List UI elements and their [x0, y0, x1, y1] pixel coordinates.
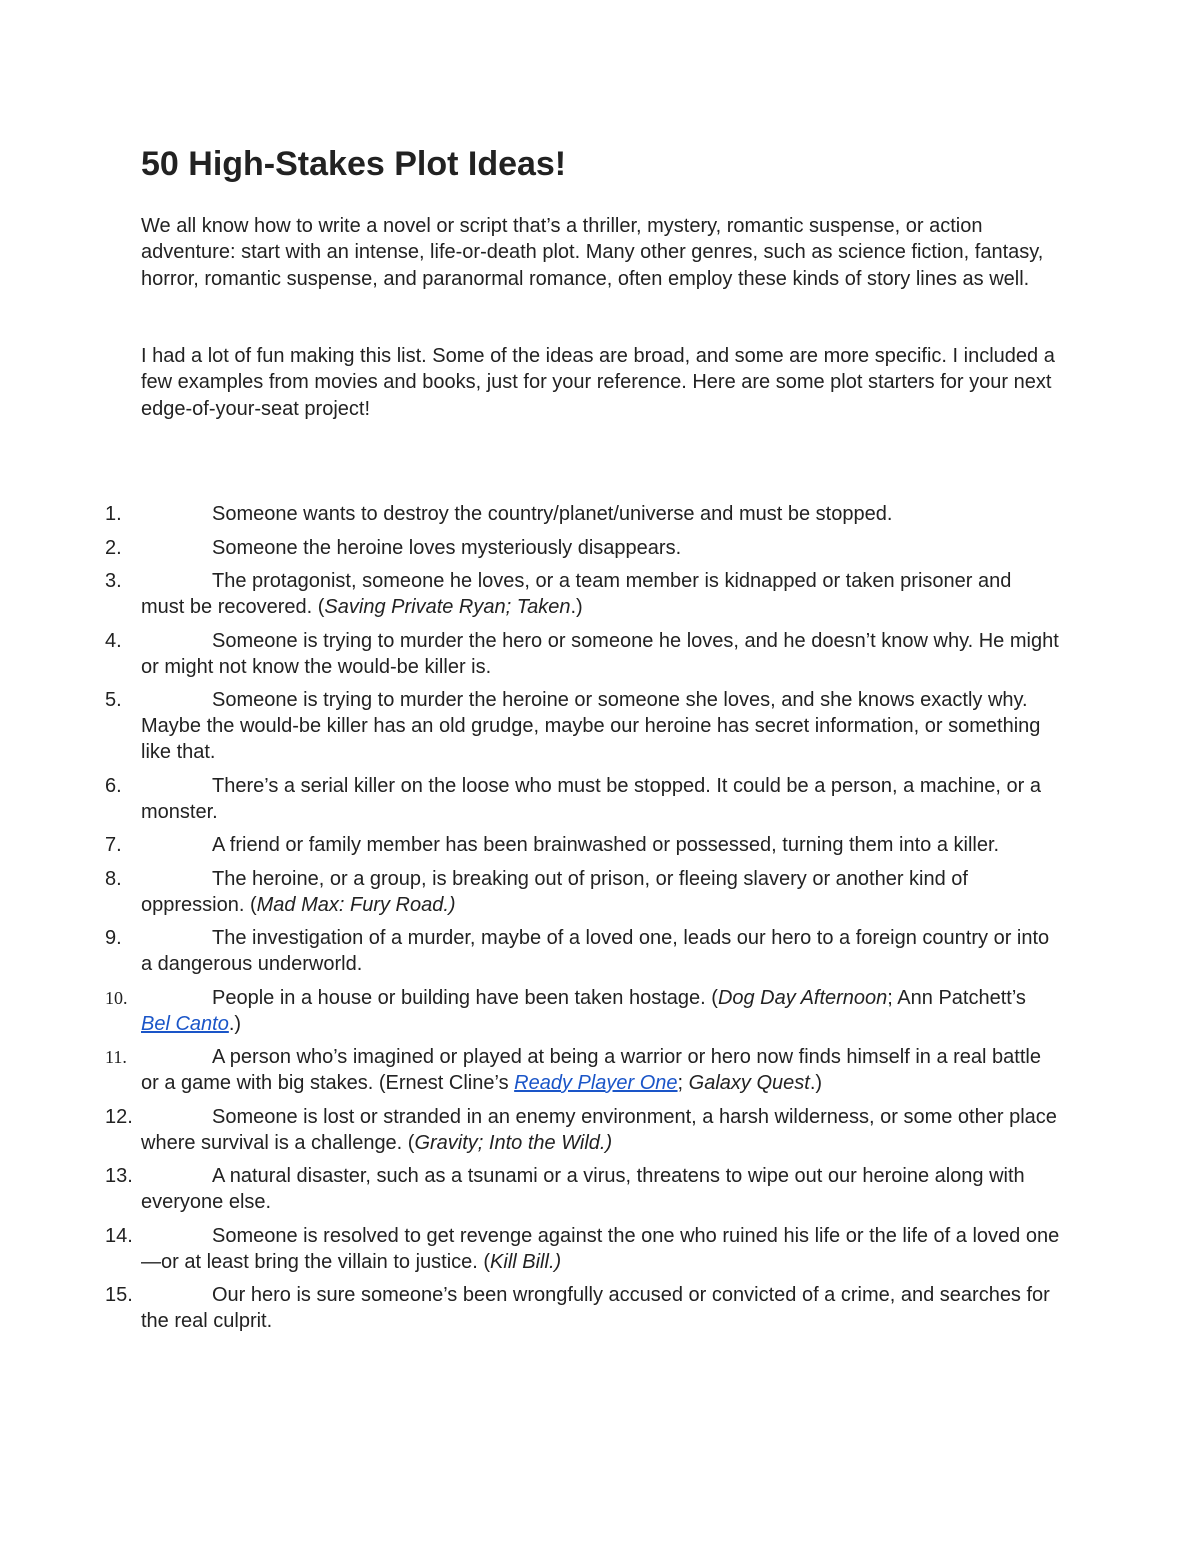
item-text: Someone is lost or stranded in an enemy environment, a harsh wilderness, or some other place where survival is a challenge. (: [141, 1105, 1057, 1154]
list-item-12: [0, 1104, 1200, 1156]
item-reference: Gravity; Into the Wild.): [414, 1131, 613, 1154]
item-mid: ; Ann Patchett’s: [887, 986, 1026, 1009]
item-tail: .): [570, 596, 583, 618]
list-item-2: [0, 535, 1200, 561]
item-reference: Saving Private Ryan; Taken: [324, 596, 571, 618]
list-item-3: [0, 568, 1200, 620]
list-item-8: [0, 866, 1200, 918]
item-text: The protagonist, someone he loves, or a team member is kidnapped or taken prisoner and must be recovered. (: [141, 570, 1012, 618]
item-text: Someone the heroine loves mysteriously disappears.: [212, 536, 682, 559]
item-text: Our hero is sure someone’s been wrongfully accused or convicted of a crime, and searches for the real culprit.: [141, 1284, 1050, 1332]
item-mid: ;: [677, 1072, 689, 1094]
item-number: 1.: [105, 503, 122, 525]
item-reference: Galaxy Quest: [688, 1072, 810, 1094]
bel-canto-link[interactable]: Bel Canto: [141, 1012, 229, 1035]
item-number: 8.: [105, 867, 122, 890]
list-item-10: [0, 985, 1200, 1037]
intro-paragraph-2: I had a lot of fun making this list. Some of the ideas are broad, and some are more specific. I included a few examples from movies and books, just for your reference. Here are some plot starters for your next edge-of-your-seat project!: [141, 345, 1055, 420]
item-text: There’s a serial killer on the loose who must be stopped. It could be a person, a machine, or a monster.: [141, 774, 1041, 823]
item-number: 7.: [105, 834, 122, 856]
item-number: 4.: [105, 629, 122, 652]
list-item-5: [0, 687, 1200, 765]
page-title: 50 High-Stakes Plot Ideas!: [141, 145, 567, 183]
item-reference: Dog Day Afternoon: [717, 986, 888, 1009]
item-number: 14.: [105, 1224, 133, 1247]
list-item-13: [0, 1163, 1200, 1215]
item-text: Someone is resolved to get revenge against the one who ruined his life or the life of a loved one—or at least bring the villain to justice. (: [141, 1224, 1060, 1273]
item-number: 6.: [105, 774, 122, 797]
item-number: 5.: [105, 689, 122, 711]
item-text: Someone is trying to murder the hero or someone he loves, and he doesn’t know why. He might or might not know the would-be killer is.: [141, 629, 1059, 678]
item-text: People in a house or building have been taken hostage. (: [212, 986, 718, 1009]
list-item-11: [0, 1044, 1200, 1096]
item-text: A friend or family member has been brainwashed or possessed, turning them into a killer.: [212, 834, 1000, 856]
list-item-6: [0, 773, 1200, 825]
item-reference: Kill Bill.): [490, 1250, 562, 1273]
item-number: 11.: [105, 1047, 127, 1067]
item-number: 9.: [105, 927, 122, 949]
list-item-9: [0, 925, 1200, 977]
item-text: Someone is trying to murder the heroine or someone she loves, and she knows exactly why. Maybe the would-be killer has an old grudge, maybe our heroine has secret information, or something like that.: [141, 689, 1041, 763]
item-number: 2.: [105, 536, 122, 559]
list-item-1: [0, 501, 1200, 527]
item-number: 12.: [105, 1105, 133, 1128]
item-text: Someone wants to destroy the country/planet/universe and must be stopped.: [212, 503, 893, 525]
item-text: The heroine, or a group, is breaking out of prison, or fleeing slavery or another kind of oppression. (: [141, 867, 968, 916]
item-text: The investigation of a murder, maybe of a loved one, leads our hero to a foreign country or into a dangerous underworld.: [141, 927, 1050, 975]
list-item-14: [0, 1223, 1200, 1275]
list-item-7: [0, 832, 1200, 858]
item-reference: Mad Max: Fury Road.): [256, 893, 456, 916]
item-number: 13.: [105, 1165, 133, 1187]
item-tail: .): [809, 1072, 823, 1094]
list-item-15: [0, 1282, 1200, 1334]
item-number: 15.: [105, 1284, 133, 1306]
item-text: A natural disaster, such as a tsunami or a virus, threatens to wipe out our heroine along with everyone else.: [141, 1165, 1025, 1213]
list-item-4: [0, 628, 1200, 680]
item-tail: .): [228, 1012, 242, 1035]
intro-paragraph-1: We all know how to write a novel or script that’s a thriller, mystery, romantic suspense, or action adventure: start with an intense, life-or-death plot. Many other genres, such as science fiction, fantasy, horror, romantic suspense, and paranormal romance, often employ these kinds of story lines as well.: [141, 215, 1044, 290]
plot-ideas-list: [0, 501, 1200, 1342]
item-number: 10.: [105, 987, 128, 1008]
ready-player-one-link[interactable]: Ready Player One: [514, 1072, 678, 1094]
item-number: 3.: [105, 570, 122, 592]
item-text: A person who’s imagined or played at being a warrior or hero now finds himself in a real battle or a game with big stakes. (Ernest Cline’s: [141, 1046, 1041, 1094]
